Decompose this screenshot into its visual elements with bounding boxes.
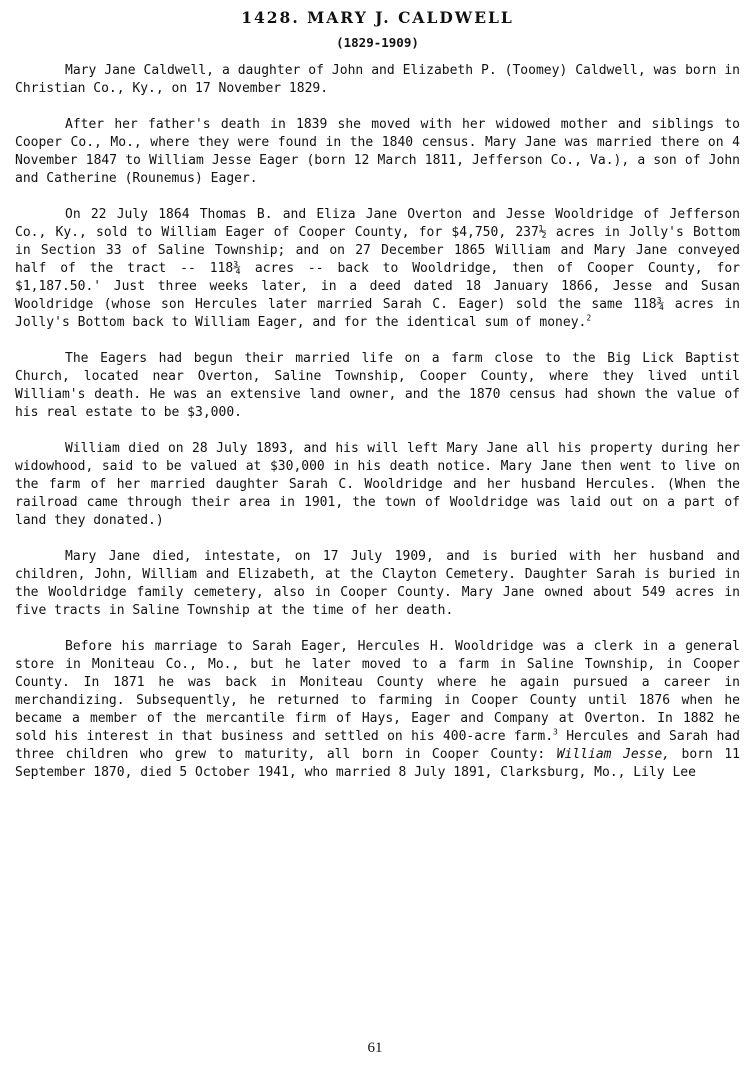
paragraph-land-deeds-text: On 22 July 1864 Thomas B. and Eliza Jane Overton and Jesse Wooldridge of Jefferson Co., Ky., sold to William Eager of Cooper County, for $4,750, 237½ acres in Jolly's Bottom in Section 33 of Saline Township; and on 27 December 1865 William and Mary Jane conveyed half of the tract -- 118¾ acres -- back to Wooldridge, then of Cooper County, for $1,187.50.' Just three weeks later, in a deed dated 18 January 1866, Jesse and Susan Wooldridge (whose son Hercules later married Sarah C. Eager) sold the same 118¾ acres in Jolly's Bottom back to William Eager, and for the identical sum of money. [15, 207, 740, 330]
paragraph-william-death: William died on 28 July 1893, and his will left Mary Jane all his property during her widowhood, said to be valued at $30,000 in his death notice. Mary Jane then went to live on the farm of her married daughter Sarah C. Wooldridge and her husband Hercules. (When the railroad came through their area in 1901, the town of Wooldridge was laid out on a part of land they donated.) [15, 441, 740, 528]
page-title: 1428. MARY J. CALDWELL [241, 8, 514, 27]
footnote-marker-2: 2 [586, 313, 592, 323]
footnote-marker-3: 3 [553, 727, 558, 737]
paragraph-marriage: After her father's death in 1839 she moved with her widowed mother and siblings to Cooper Co., Mo., where they were found in the 1840 census. Mary Jane was married there on 4 November 1847 to William Jesse Eager (born 12 March 1811, Jefferson Co., Va.), a son of John and Catherine (Rounemus) Eager. [15, 117, 740, 186]
child-name-william-jesse: William Jesse, [556, 747, 670, 762]
paragraph-birth: Mary Jane Caldwell, a daughter of John and Elizabeth P. (Toomey) Caldwell, was born in Christian Co., Ky., on 17 November 1829. [15, 63, 740, 96]
paragraph-hercules-text-c: born 11 September 1870, died 5 October 1941, who married 8 July 1891, Clarksburg, Mo., Lily Lee [15, 747, 740, 780]
paragraph-hercules-text-a: Before his marriage to Sarah Eager, Hercules H. Wooldridge was a clerk in a general store in Moniteau Co., Mo., but he later moved to a farm in Saline Township, in Cooper County. In 1871 he was back in Moniteau County where he again pursued a career in merchandizing. Subsequently, he returned to farming in Cooper County until 1876 when he became a member of the mercantile firm of Hays, Eager and Company at Overton. In 1882 he sold his interest in that business and settled on his 400-acre farm. [15, 639, 740, 744]
paragraph-hercules [15, 638, 740, 782]
paragraph-farm-life: The Eagers had begun their married life on a farm close to the Big Lick Baptist Church, located near Overton, Saline Township, Cooper County, where they lived until William's death. He was an extensive land owner, and the 1870 census had shown the value of his real estate to be $3,000. [15, 351, 740, 420]
paragraph-hercules-text-b: Hercules and Sarah had three children who grew to maturity, all born in Cooper County: [15, 729, 741, 762]
paragraph-land-deeds [15, 206, 740, 332]
paragraph-mary-death: Mary Jane died, intestate, on 17 July 1909, and is buried with her husband and children, John, William and Elizabeth, at the Clayton Cemetery. Daughter Sarah is buried in the Wooldridge family cemetery, also in Cooper County. Mary Jane owned about 549 acres in five tracts in Saline Township at the time of her death. [15, 549, 740, 618]
page-number: 61 [367, 1040, 383, 1056]
life-dates: (1829-1909) [336, 35, 419, 50]
